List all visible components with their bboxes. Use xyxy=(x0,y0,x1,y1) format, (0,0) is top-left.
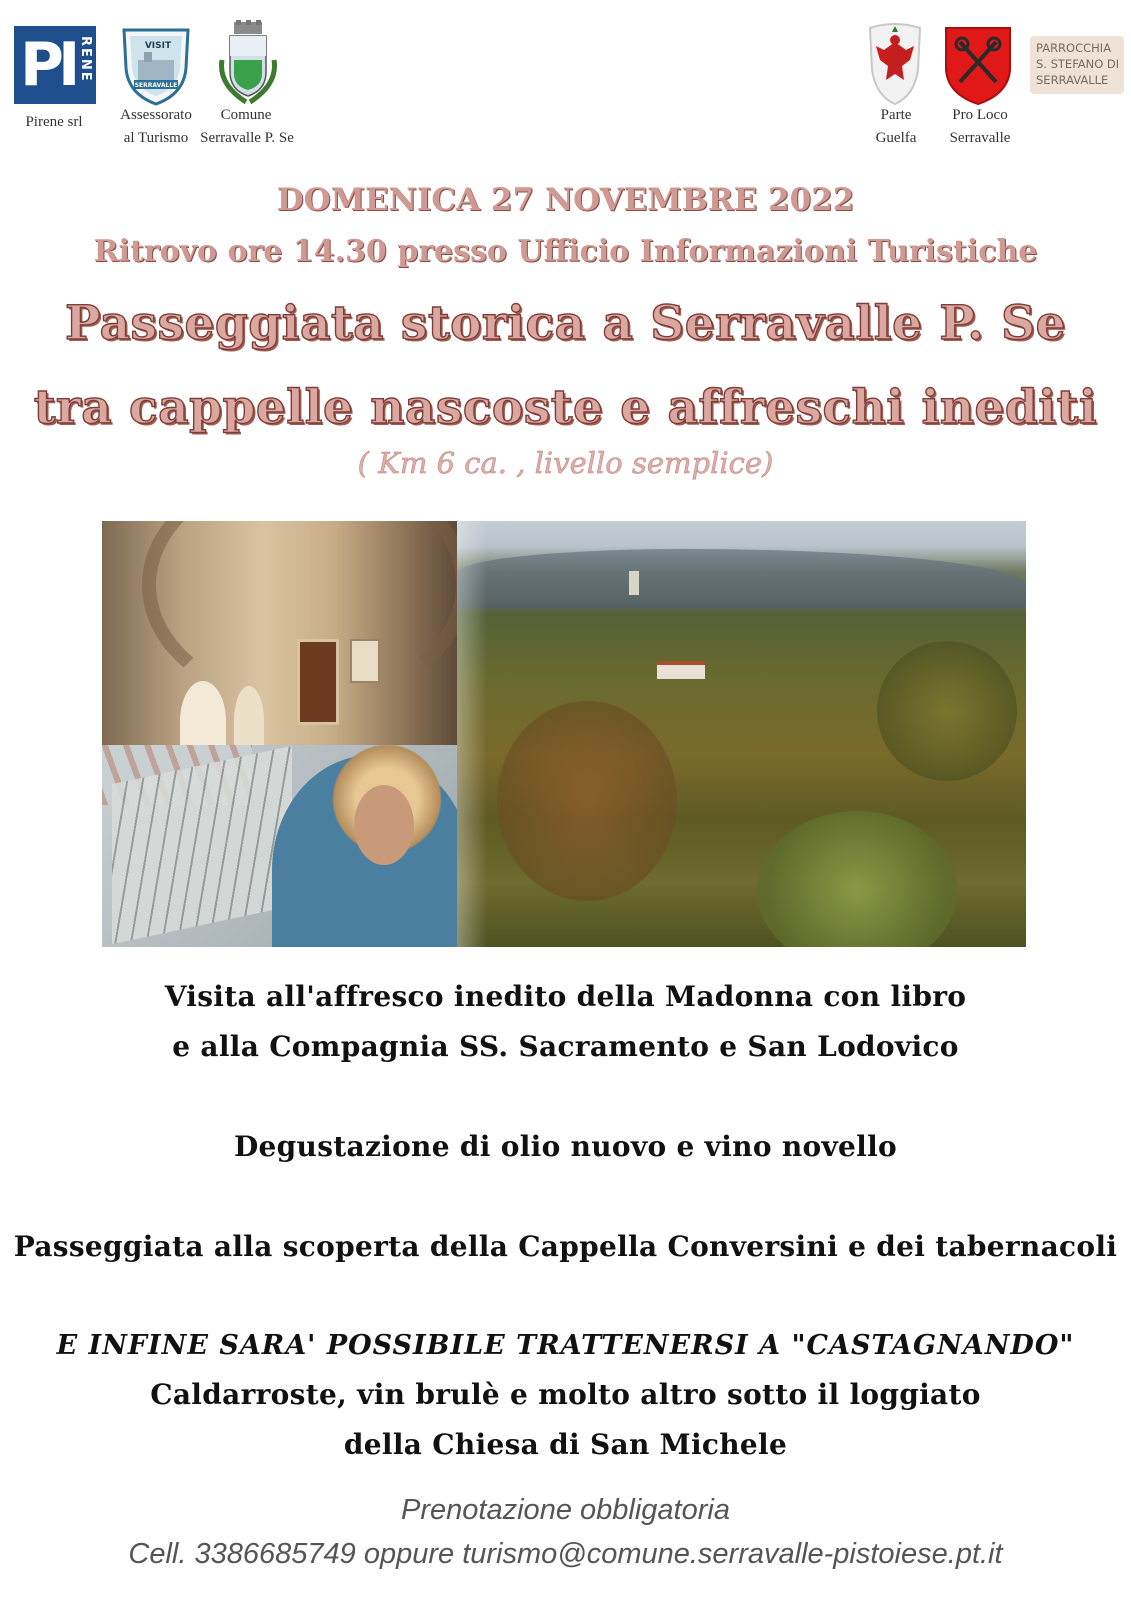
event-title-line-2: tra cappelle nascoste e affreschi inediti xyxy=(33,380,1098,435)
program-line-1: Visita all'affresco inedito della Madonna con libro xyxy=(164,980,967,1013)
pirene-logo xyxy=(14,26,96,104)
parte-guelfa-caption-2: Guelfa xyxy=(875,130,917,146)
pirene-logo-mark: PI xyxy=(20,30,75,100)
contact-details[interactable]: Cell. 3386685749 oppure turismo@comune.serravalle-pistoiese.pt.it xyxy=(128,1538,1003,1570)
program-line-3: Degustazione di olio nuovo e vino novello xyxy=(233,1130,898,1163)
event-date: DOMENICA 27 NOVEMBRE 2022 xyxy=(276,182,855,218)
pro-loco-keys-shield-icon xyxy=(942,24,1014,106)
visit-badge-bottom-text: SERRAVALLE xyxy=(134,82,178,89)
parte-guelfa-caption-1: Parte xyxy=(880,107,912,123)
program-line-7: della Chiesa di San Michele xyxy=(343,1428,788,1461)
comune-caption-1: Comune xyxy=(220,107,272,123)
visit-caption-1: Assessorato xyxy=(120,107,192,123)
cloister-photo xyxy=(102,521,457,745)
program-line-5: E INFINE SARA' POSSIBILE TRATTENERSI A "CASTAGNANDO" xyxy=(56,1330,1075,1361)
visit-caption-2: al Turismo xyxy=(123,130,189,146)
comune-crest-icon xyxy=(216,20,280,106)
visit-serravalle-shield-icon xyxy=(120,24,192,106)
wooded-hills-photo xyxy=(457,521,1026,947)
program-line-2: e alla Compagnia SS. Sacramento e San Lodovico xyxy=(172,1030,959,1063)
program-line-6: Caldarroste, vin brulè e molto altro sotto il loggiato xyxy=(150,1378,981,1411)
madonna-fresco-photo xyxy=(102,745,457,947)
event-subtitle: ( Km 6 ca. , livello semplice) xyxy=(357,446,774,480)
parrocchia-logo xyxy=(1030,36,1124,94)
parrocchia-line-3: SERRAVALLE xyxy=(1036,73,1109,87)
meeting-info: Ritrovo ore 14.30 presso Ufficio Informazioni Turistiche xyxy=(93,234,1038,269)
parrocchia-line-1: PARROCCHIA xyxy=(1036,41,1112,55)
parrocchia-line-2: S. STEFANO DI xyxy=(1036,57,1120,71)
pirene-caption: Pirene srl xyxy=(25,114,83,130)
event-title-line-1: Passeggiata storica a Serravalle P. Se xyxy=(65,296,1066,351)
program-line-4: Passeggiata alla scoperta della Cappella Conversini e dei tabernacoli xyxy=(13,1230,1118,1263)
pro-loco-caption-2: Serravalle xyxy=(949,130,1011,146)
visit-badge-top-text: VISIT xyxy=(144,41,172,51)
pirene-logo-side-text: RENE xyxy=(78,36,93,83)
booking-notice: Prenotazione obbligatoria xyxy=(401,1494,730,1526)
pro-loco-caption-1: Pro Loco xyxy=(952,107,1008,123)
parte-guelfa-eagle-icon xyxy=(864,20,926,106)
comune-caption-2: Serravalle P. Se xyxy=(200,130,294,146)
photo-collage xyxy=(102,521,1026,947)
